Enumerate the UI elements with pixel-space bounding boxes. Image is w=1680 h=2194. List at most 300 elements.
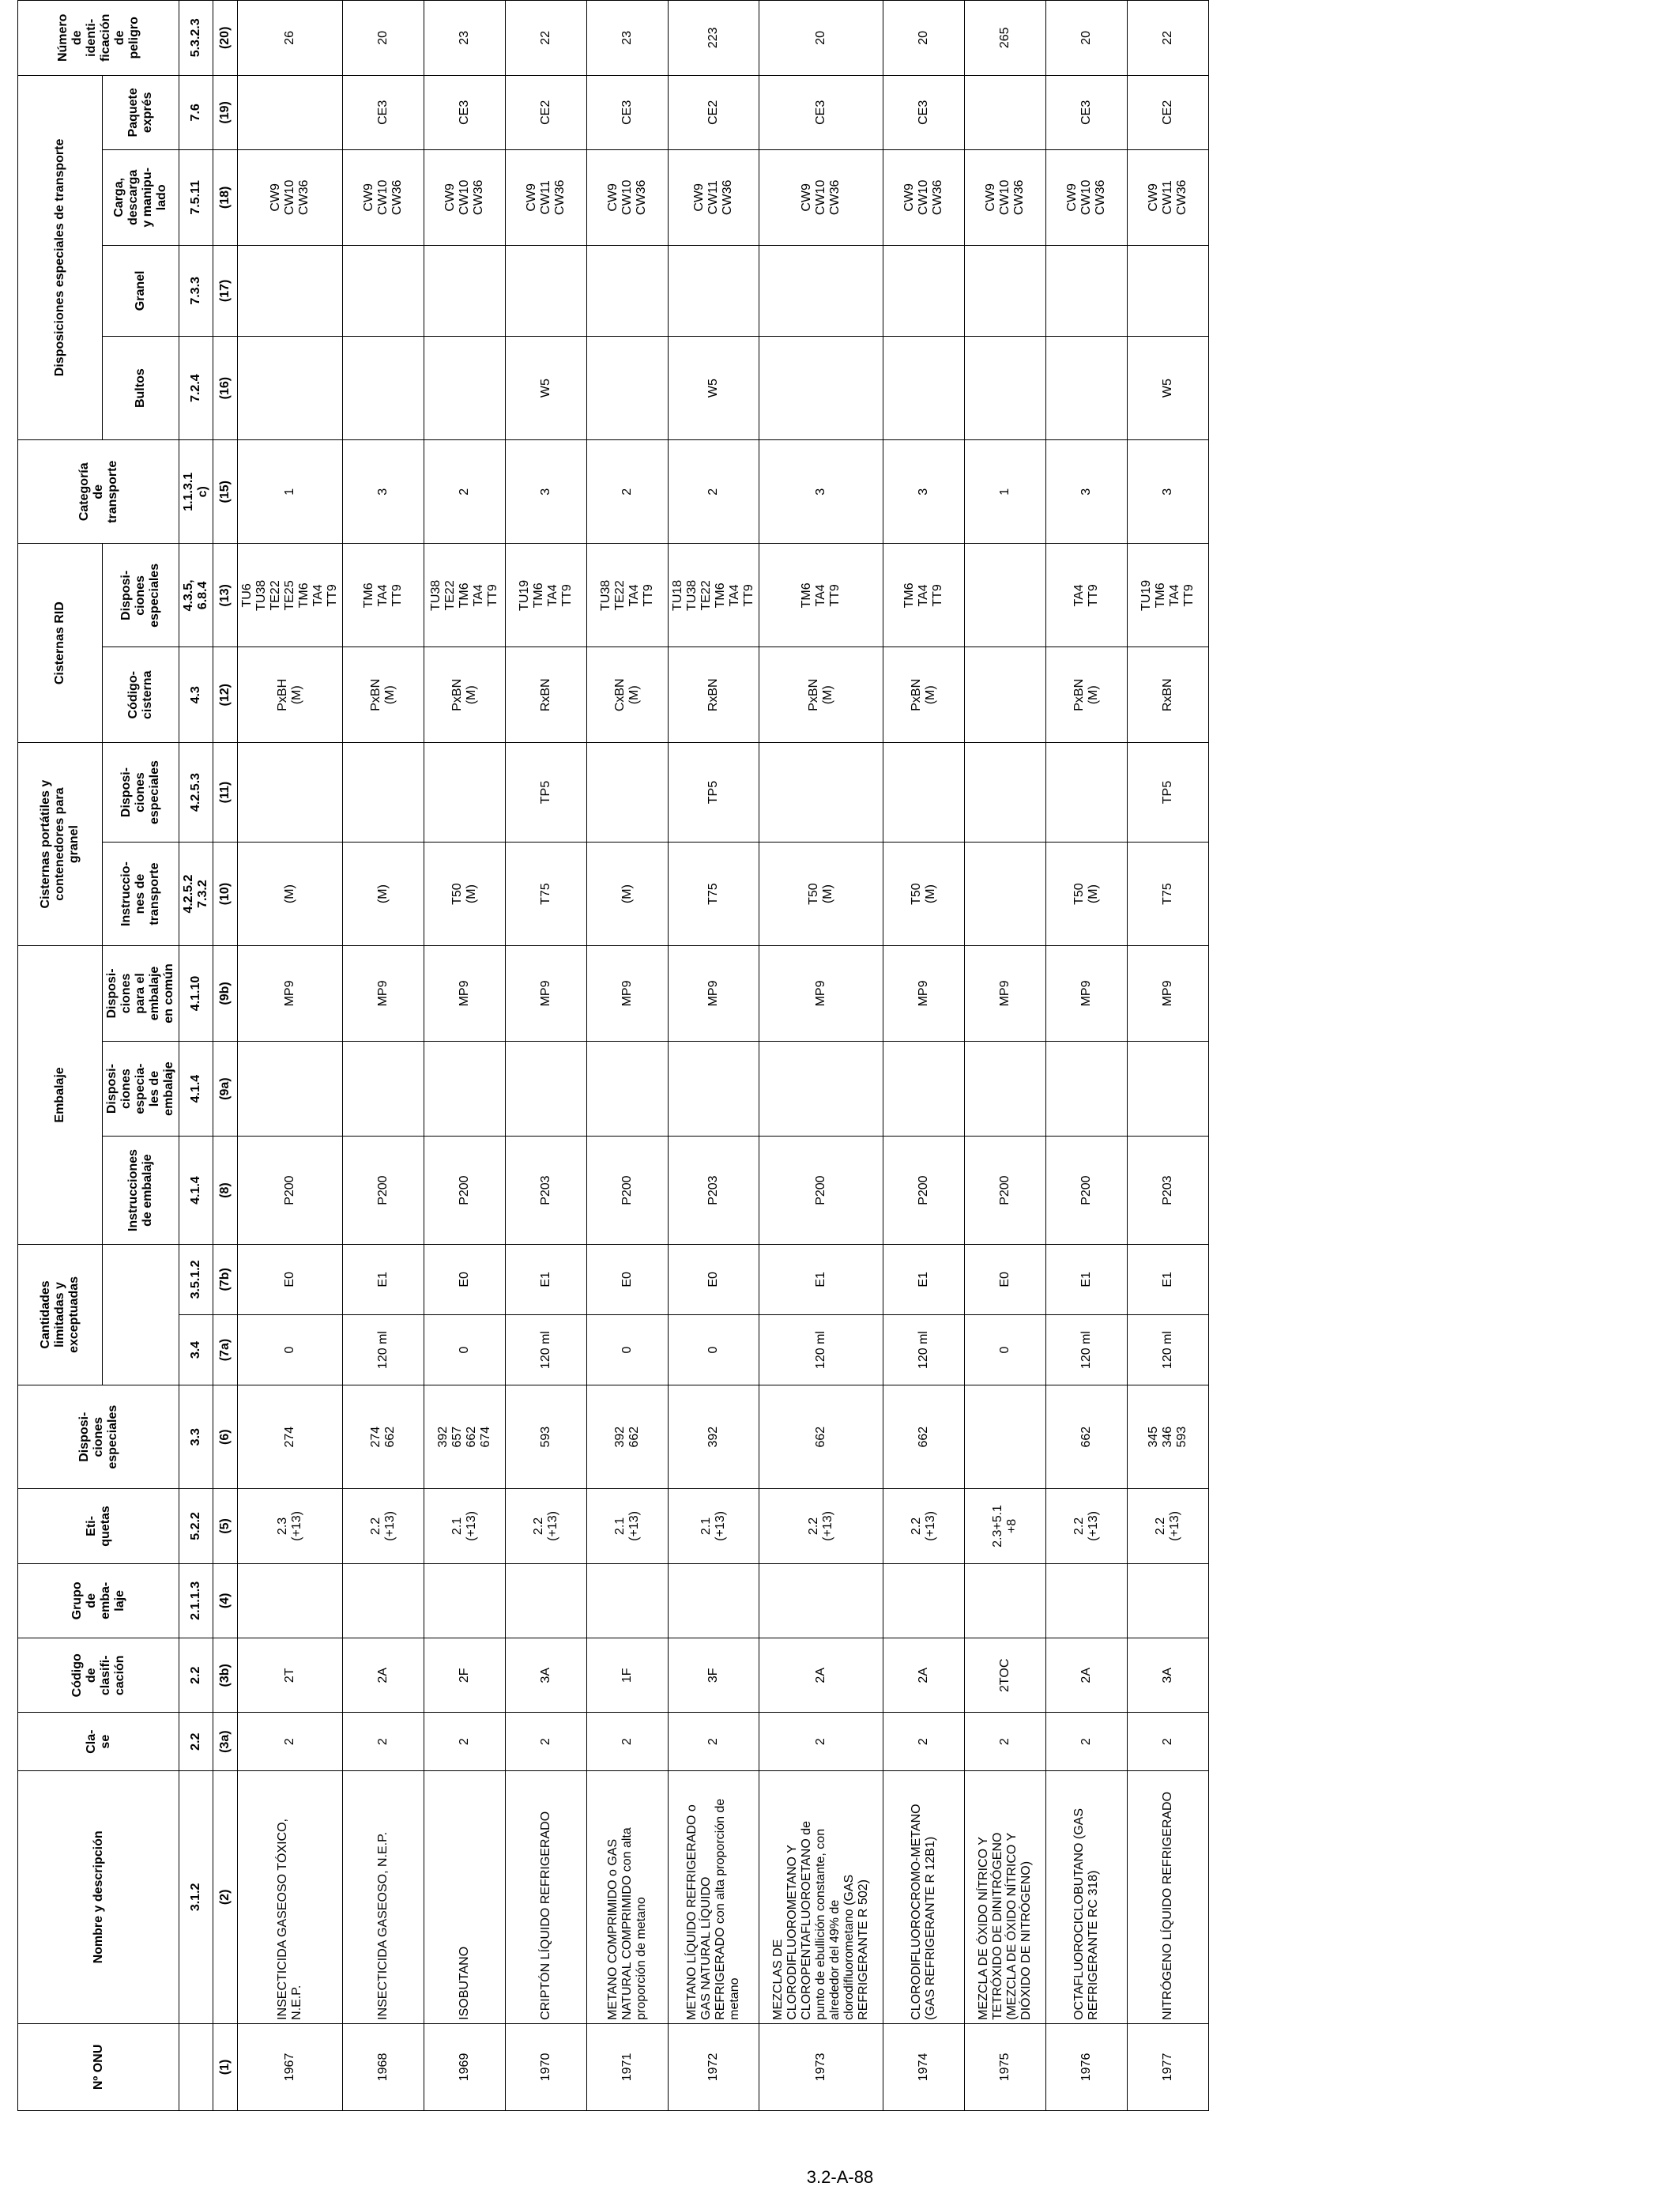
table-row-cell — [669, 245, 759, 336]
section-ref-row-cell: 2.2 — [179, 1713, 213, 1770]
table-row-cell: RxBN — [669, 647, 759, 743]
table-row-cell: MEZCLA DE ÓXIDO NÍTRICO Y TETRÓXIDO DE DINITRÓGENO (MEZCLA DE ÓXIDO NÍTRICO Y DIÓXIDO DE NITRÓGENO) — [965, 1770, 1046, 2023]
table-row-cell: CW9 CW11 CW36 — [1128, 150, 1209, 246]
table-row-cell: 3 — [883, 440, 965, 544]
section-ref-row-cell — [179, 2023, 213, 2110]
table-row-cell — [343, 337, 424, 440]
table-row-cell — [238, 1563, 343, 1638]
header-name: Nombre y descripción — [18, 1770, 179, 2023]
table-row-cell — [506, 1563, 587, 1638]
table-row-cell: 20 — [883, 1, 965, 76]
section-ref-row-cell: 4.1.4 — [179, 1041, 213, 1137]
table-row-cell: E1 — [1128, 1244, 1209, 1314]
table-row-cell: PxBN (M) — [1046, 647, 1128, 743]
table-row-cell: OCTAFLUOROCICLOBUTANO (GAS REFRIGERANTE RC 318) — [1046, 1770, 1128, 2023]
table-row-cell — [759, 1041, 883, 1137]
table-row-cell: E0 — [424, 1244, 506, 1314]
table-row-cell: 2.3 (+13) — [238, 1489, 343, 1563]
column-number-row-cell: (7a) — [213, 1314, 238, 1385]
table-row-cell: 120 ml — [506, 1314, 587, 1385]
table-row-cell — [587, 1041, 669, 1137]
table-row-cell — [669, 1563, 759, 1638]
table-row-cell: TP5 — [1128, 743, 1209, 843]
table-row-cell: T75 — [1128, 843, 1209, 946]
table-row-cell: 223 — [669, 1, 759, 76]
table-row-cell: 2.1 (+13) — [587, 1489, 669, 1563]
section-ref-row-cell: 7.3.3 — [179, 245, 213, 336]
table-row-cell: 120 ml — [343, 1314, 424, 1385]
table-row-cell: 120 ml — [883, 1314, 965, 1385]
table-row-cell — [238, 75, 343, 149]
header-instrucciones-transporte: Instruccio- nes de transporte — [103, 843, 179, 946]
table-row-cell: MP9 — [1046, 946, 1128, 1042]
table-row-cell — [238, 245, 343, 336]
table-row-cell: CW9 CW10 CW36 — [965, 150, 1046, 246]
table-row-cell: 2 — [587, 1713, 669, 1770]
table-row-cell: CW9 CW10 CW36 — [1046, 150, 1128, 246]
table-row-cell: TP5 — [506, 743, 587, 843]
header-granel: Granel — [103, 245, 179, 336]
section-ref-row-cell: 3.3 — [179, 1385, 213, 1489]
table-row-cell — [424, 743, 506, 843]
column-number-row-cell: (9b) — [213, 946, 238, 1042]
table-row-cell: CW9 CW10 CW36 — [424, 150, 506, 246]
table-row-cell: T50 (M) — [759, 843, 883, 946]
table-row-cell: CW9 CW10 CW36 — [883, 150, 965, 246]
header-embalaje: Embalaje — [18, 946, 103, 1245]
section-ref-row-cell: 2.1.1.3 — [179, 1563, 213, 1638]
table-row-cell: CE3 — [1046, 75, 1128, 149]
table-row-cell: TP5 — [669, 743, 759, 843]
table-row-cell: 2.3+5.1 +8 — [965, 1489, 1046, 1563]
section-ref-row-cell: 7.2.4 — [179, 337, 213, 440]
table-row-cell: 392 662 — [587, 1385, 669, 1489]
table-row-cell: P200 — [883, 1137, 965, 1244]
table-row — [965, 1, 1046, 2111]
table-row-cell: 1F — [587, 1638, 669, 1713]
table-row-cell: 0 — [669, 1314, 759, 1385]
table-row-cell: 2.2 (+13) — [506, 1489, 587, 1563]
table-row-cell — [343, 245, 424, 336]
table-row-cell: P200 — [343, 1137, 424, 1244]
table-row-cell: (M) — [238, 843, 343, 946]
table-row-cell — [424, 245, 506, 336]
section-ref-row-cell: 7.5.11 — [179, 150, 213, 246]
table-row-cell: CRIPTÓN LÍQUIDO REFRIGERADO — [506, 1770, 587, 2023]
table-row-cell — [883, 1041, 965, 1137]
table-row-cell: 274 — [238, 1385, 343, 1489]
column-number-row-cell: (1) — [213, 2023, 238, 2110]
table-row-cell — [759, 743, 883, 843]
column-number-row-cell: (5) — [213, 1489, 238, 1563]
table-row-cell: 2 — [1128, 1713, 1209, 1770]
column-number-row-cell: (8) — [213, 1137, 238, 1244]
table-row-cell — [883, 245, 965, 336]
table-row-cell: 3 — [506, 440, 587, 544]
header-bultos: Bultos — [103, 337, 179, 440]
header-disp-especiales-embalaje: Disposi- ciones especia- les de embalaje — [103, 1041, 179, 1137]
table-row-cell: TU6 TU38 TE22 TE25 TM6 TA4 TT9 — [238, 544, 343, 647]
table-row-cell: 2 — [965, 1713, 1046, 1770]
table-row-cell: 1977 — [1128, 2023, 1209, 2110]
table-row-cell: 23 — [587, 1, 669, 76]
table-row-cell — [669, 1041, 759, 1137]
table-row-cell: CW9 CW10 CW36 — [587, 150, 669, 246]
table-row-cell — [343, 1563, 424, 1638]
section-ref-row-cell: 5.2.2 — [179, 1489, 213, 1563]
table-row-cell: 1975 — [965, 2023, 1046, 2110]
table-row-cell: 3 — [1046, 440, 1128, 544]
header-categoria-transporte: Categoría de transporte — [18, 440, 179, 544]
table-row-cell: W5 — [1128, 337, 1209, 440]
table-row-cell — [1046, 245, 1128, 336]
table-row-cell: 20 — [759, 1, 883, 76]
table-row — [424, 1, 506, 2111]
table-row-cell — [1046, 1041, 1128, 1137]
table-row-cell: 2.2 (+13) — [1128, 1489, 1209, 1563]
table-row-cell: W5 — [669, 337, 759, 440]
table-row-cell — [424, 1563, 506, 1638]
header-cantidades: Cantidades limitadas y exceptuadas — [18, 1244, 103, 1385]
table-row — [343, 1, 424, 2111]
table-row-cell — [965, 647, 1046, 743]
column-number-row-cell: (20) — [213, 1, 238, 76]
table-row-cell: E1 — [1046, 1244, 1128, 1314]
table-row-cell: 345 346 593 — [1128, 1385, 1209, 1489]
column-number-row-cell: (10) — [213, 843, 238, 946]
table-row-cell: 2.1 (+13) — [424, 1489, 506, 1563]
table-row-cell: 2 — [669, 440, 759, 544]
table-row-cell: 662 — [883, 1385, 965, 1489]
table-row-cell — [965, 337, 1046, 440]
section-ref-row-cell: 3.4 — [179, 1314, 213, 1385]
table-row-cell: 1969 — [424, 2023, 506, 2110]
table-row-cell: MEZCLAS DE CLORODIFLUOROMETANO Y CLOROPENTAFLUOROETANO de punto de ebullición constante, con alrededor del 49% de clorodifluorometano (GAS REFRIGERANTE R 502) — [759, 1770, 883, 2023]
table-row-cell: 20 — [343, 1, 424, 76]
table-row-cell — [883, 743, 965, 843]
table-row-cell: METANO COMPRIMIDO o GAS NATURAL COMPRIMIDO con alta proporción de metano — [587, 1770, 669, 2023]
table-row-cell: (M) — [343, 843, 424, 946]
header-carga-descarga: Carga, descarga y manipu- lado — [103, 150, 179, 246]
table-row-cell: 1971 — [587, 2023, 669, 2110]
table-row-cell: ISOBUTANO — [424, 1770, 506, 2023]
table-row-cell: 23 — [424, 1, 506, 76]
section-ref-row-cell: 4.1.10 — [179, 946, 213, 1042]
table-row-cell: TU19 TM6 TA4 TT9 — [506, 544, 587, 647]
section-ref-row-cell: 5.3.2.3 — [179, 1, 213, 76]
table-row-cell: NITRÓGENO LÍQUIDO REFRIGERADO — [1128, 1770, 1209, 2023]
table-row-cell: P203 — [1128, 1137, 1209, 1244]
table-row-cell: PxBN (M) — [883, 647, 965, 743]
table-row-cell: PxBN (M) — [759, 647, 883, 743]
table-row-cell: 2.2 (+13) — [343, 1489, 424, 1563]
column-number-row-cell: (16) — [213, 337, 238, 440]
table-row-cell: 2 — [1046, 1713, 1128, 1770]
table-row-cell: E0 — [965, 1244, 1046, 1314]
table-row-cell: MP9 — [506, 946, 587, 1042]
table-row — [238, 1, 343, 2111]
table-row-cell: 662 — [1046, 1385, 1128, 1489]
table-row-cell — [965, 75, 1046, 149]
section-ref-row-cell: 4.3.5, 6.8.4 — [179, 544, 213, 647]
column-number-row-cell: (18) — [213, 150, 238, 246]
section-ref-row-cell: 3.5.1.2 — [179, 1244, 213, 1314]
table-row-cell — [883, 337, 965, 440]
table-row — [587, 1, 669, 2111]
table-row-cell — [759, 245, 883, 336]
table-row-cell: 2A — [759, 1638, 883, 1713]
header-clase: Cla- se — [18, 1713, 179, 1770]
header-paquete-expres: Paquete exprés — [103, 75, 179, 149]
table-row-cell: T75 — [506, 843, 587, 946]
section-ref-row-cell: 4.1.4 — [179, 1137, 213, 1244]
table-row — [883, 1, 965, 2111]
table-row-cell: 20 — [1046, 1, 1128, 76]
table-row-cell: 2 — [759, 1713, 883, 1770]
header-disposiciones-transporte: Disposiciones especiales de transporte — [18, 75, 103, 440]
column-number-row-cell: (15) — [213, 440, 238, 544]
table-row-cell: E0 — [238, 1244, 343, 1314]
column-number-row-cell: (3a) — [213, 1713, 238, 1770]
page-number: 3.2-A-88 — [806, 2167, 874, 2187]
table-row-cell: 2.2 (+13) — [883, 1489, 965, 1563]
section-ref-row-cell: 7.6 — [179, 75, 213, 149]
table-row-cell: CLORODIFLUOROCROMO-METANO (GAS REFRIGERANTE R 12B1) — [883, 1770, 965, 2023]
table-row-cell: 2T — [238, 1638, 343, 1713]
table-row-cell — [759, 1563, 883, 1638]
table-row-cell: 22 — [506, 1, 587, 76]
header-disp-embalaje-comun: Disposi- ciones para el embalaje en común — [103, 946, 179, 1042]
header-grupo-embalaje: Grupo de emba- laje — [18, 1563, 179, 1638]
table-row-cell: P203 — [669, 1137, 759, 1244]
table-row-cell — [965, 1385, 1046, 1489]
table-row-cell: E0 — [669, 1244, 759, 1314]
column-number-row-cell: (13) — [213, 544, 238, 647]
table-row-cell: INSECTICIDA GASEOSO TÓXICO, N.E.P. — [238, 1770, 343, 2023]
column-number-row-cell: (11) — [213, 743, 238, 843]
table-row-cell: 3F — [669, 1638, 759, 1713]
header-cisternas-portatiles: Cisternas portátiles y contenedores para granel — [18, 743, 103, 946]
table-row-cell: 2 — [424, 1713, 506, 1770]
section-ref-row-cell: 4.3 — [179, 647, 213, 743]
table-row-cell: CE3 — [343, 75, 424, 149]
header-disp-especiales-cp: Disposi- ciones especiales — [103, 743, 179, 843]
table-row-cell: 3A — [506, 1638, 587, 1713]
table-row-cell: CxBN (M) — [587, 647, 669, 743]
table-row-cell: P203 — [506, 1137, 587, 1244]
table-row-cell: MP9 — [343, 946, 424, 1042]
dangerous-goods-table — [17, 0, 1209, 2111]
table-row-cell: RxBN — [1128, 647, 1209, 743]
header-row-1 — [18, 1, 103, 2111]
table-row-cell: 1967 — [238, 2023, 343, 2110]
table-row-cell: INSECTICIDA GASEOSO, N.E.P. — [343, 1770, 424, 2023]
table-row-cell: E1 — [883, 1244, 965, 1314]
table-row-cell: 2F — [424, 1638, 506, 1713]
header-un-no: Nº ONU — [18, 2023, 179, 2110]
table-row-cell: 1968 — [343, 2023, 424, 2110]
table-row-cell: 2TOC — [965, 1638, 1046, 1713]
table-row-cell: P200 — [424, 1137, 506, 1244]
column-number-row-cell: (12) — [213, 647, 238, 743]
table-row-cell: E1 — [506, 1244, 587, 1314]
table-row-cell: 2 — [506, 1713, 587, 1770]
table-row-cell: 1 — [965, 440, 1046, 544]
table-row-cell: T50 (M) — [1046, 843, 1128, 946]
header-codigo-cisterna: Código- cisterna — [103, 647, 179, 743]
column-number-row-cell: (6) — [213, 1385, 238, 1489]
table-row-cell — [759, 337, 883, 440]
column-number-row-cell: (19) — [213, 75, 238, 149]
table-row-cell: 265 — [965, 1, 1046, 76]
table-row — [506, 1, 587, 2111]
table-row-cell: CE2 — [669, 75, 759, 149]
table-row-cell: E1 — [343, 1244, 424, 1314]
table-row-cell: MP9 — [238, 946, 343, 1042]
table-row-cell: MP9 — [1128, 946, 1209, 1042]
header-etiquetas: Eti- quetas — [18, 1489, 179, 1563]
table-row-cell: 0 — [238, 1314, 343, 1385]
table-row-cell — [965, 1041, 1046, 1137]
table-row-cell: 3 — [759, 440, 883, 544]
header-instrucciones-embalaje: Instrucciones de embalaje — [103, 1137, 179, 1244]
table-row-cell: 0 — [424, 1314, 506, 1385]
table-row-cell — [506, 245, 587, 336]
table-row-cell — [1046, 1563, 1128, 1638]
header-codigo-clasificacion: Código de clasifi- cación — [18, 1638, 179, 1713]
table-row — [1128, 1, 1209, 2111]
table-row-cell: CW9 CW10 CW36 — [343, 150, 424, 246]
table-row-cell: P200 — [587, 1137, 669, 1244]
table-row-cell: P200 — [1046, 1137, 1128, 1244]
section-ref-row-cell: 3.1.2 — [179, 1770, 213, 2023]
table-row-cell: P200 — [759, 1137, 883, 1244]
table-row-cell: PxBN (M) — [424, 647, 506, 743]
table-row-cell: 2A — [883, 1638, 965, 1713]
table-row-cell: TU38 TE22 TM6 TA4 TT9 — [424, 544, 506, 647]
table-row-cell: 392 — [669, 1385, 759, 1489]
column-number-row-cell: (2) — [213, 1770, 238, 2023]
table-row-cell: CE3 — [759, 75, 883, 149]
table-row-cell — [238, 1041, 343, 1137]
table-row-cell: MP9 — [883, 946, 965, 1042]
section-ref-row-cell: 4.2.5.2 7.3.2 — [179, 843, 213, 946]
column-number-row-cell: (17) — [213, 245, 238, 336]
table-row-cell: 2A — [343, 1638, 424, 1713]
table-row-cell — [1128, 1563, 1209, 1638]
table-row-cell — [1046, 743, 1128, 843]
table-row-cell: 120 ml — [1046, 1314, 1128, 1385]
table-row-cell — [587, 1563, 669, 1638]
table-row-cell — [965, 245, 1046, 336]
table-row-cell — [587, 245, 669, 336]
section-ref-row-cell: 4.2.5.3 — [179, 743, 213, 843]
table-row-cell — [343, 743, 424, 843]
table-row-cell: 2 — [587, 440, 669, 544]
table-row-cell — [883, 1563, 965, 1638]
table-row-cell: 2 — [343, 1713, 424, 1770]
table-row-cell: TM6 TA4 TT9 — [883, 544, 965, 647]
table-row-cell: CE3 — [424, 75, 506, 149]
table-row-cell — [965, 743, 1046, 843]
table-row-cell: P200 — [965, 1137, 1046, 1244]
table-row-cell: T75 — [669, 843, 759, 946]
table-row-cell: 1976 — [1046, 2023, 1128, 2110]
table-row-cell — [965, 1563, 1046, 1638]
table-row-cell: 120 ml — [1128, 1314, 1209, 1385]
table-row-cell: CW9 CW11 CW36 — [669, 150, 759, 246]
table-row-cell — [238, 743, 343, 843]
header-disp-especiales: Disposi- ciones especiales — [18, 1385, 179, 1489]
table-row — [1046, 1, 1128, 2111]
table-row-cell: 392 657 662 674 — [424, 1385, 506, 1489]
table-row-cell: CE2 — [506, 75, 587, 149]
table-row-cell: 1974 — [883, 2023, 965, 2110]
table-row-cell: 2 — [424, 440, 506, 544]
section-ref-row — [179, 1, 213, 2111]
table-row-cell: 3 — [343, 440, 424, 544]
column-number-row — [213, 1, 238, 2111]
table-row-cell: 1972 — [669, 2023, 759, 2110]
table-row-cell: CE2 — [1128, 75, 1209, 149]
table-row-cell: 2 — [238, 1713, 343, 1770]
table-row — [759, 1, 883, 2111]
table-row-cell: 2A — [1046, 1638, 1128, 1713]
table-row-cell: W5 — [506, 337, 587, 440]
header-cisternas-rid: Cisternas RID — [18, 544, 103, 743]
table-row-cell: TM6 TA4 TT9 — [343, 544, 424, 647]
column-number-row-cell: (9a) — [213, 1041, 238, 1137]
table-row-cell: TU38 TE22 TA4 TT9 — [587, 544, 669, 647]
table-row-cell: 2.1 (+13) — [669, 1489, 759, 1563]
table-row-cell: TU18 TU38 TE22 TM6 TA4 TT9 — [669, 544, 759, 647]
table-row-cell: METANO LÍQUIDO REFRIGERADO o GAS NATURAL LÍQUIDO REFRIGERADO con alta proporción de metano — [669, 1770, 759, 2023]
table-row-cell: T50 (M) — [883, 843, 965, 946]
table-row-cell — [424, 1041, 506, 1137]
table-row-cell: 1973 — [759, 2023, 883, 2110]
table-row-cell: 593 — [506, 1385, 587, 1489]
table-row-cell: MP9 — [587, 946, 669, 1042]
table-row-cell — [1046, 337, 1128, 440]
table-row-cell: CE3 — [883, 75, 965, 149]
table-row-cell: MP9 — [669, 946, 759, 1042]
table-row-cell: CW9 CW10 CW36 — [238, 150, 343, 246]
section-ref-row-cell: 2.2 — [179, 1638, 213, 1713]
table-row-cell — [506, 1041, 587, 1137]
column-number-row-cell: (7b) — [213, 1244, 238, 1314]
table-row-cell: 1970 — [506, 2023, 587, 2110]
table-row-cell: TU19 TM6 TA4 TT9 — [1128, 544, 1209, 647]
table-row-cell: RxBN — [506, 647, 587, 743]
table-row-cell — [1128, 245, 1209, 336]
table-row-cell: 274 662 — [343, 1385, 424, 1489]
table-row-cell: 2 — [669, 1713, 759, 1770]
table-row-cell — [587, 743, 669, 843]
table-row-cell: 2.2 (+13) — [1046, 1489, 1128, 1563]
table-row-cell: T50 (M) — [424, 843, 506, 946]
table-row-cell: 662 — [759, 1385, 883, 1489]
table-row — [669, 1, 759, 2111]
table-row-cell: 3A — [1128, 1638, 1209, 1713]
table-row-cell: (M) — [587, 843, 669, 946]
table-row-cell: MP9 — [424, 946, 506, 1042]
table-row-cell: 2 — [883, 1713, 965, 1770]
table-row-cell — [1128, 1041, 1209, 1137]
table-row-cell — [965, 843, 1046, 946]
header-cantidades-blank — [103, 1244, 179, 1385]
table-row-cell: CW9 CW11 CW36 — [506, 150, 587, 246]
table-row-cell: PxBH (M) — [238, 647, 343, 743]
